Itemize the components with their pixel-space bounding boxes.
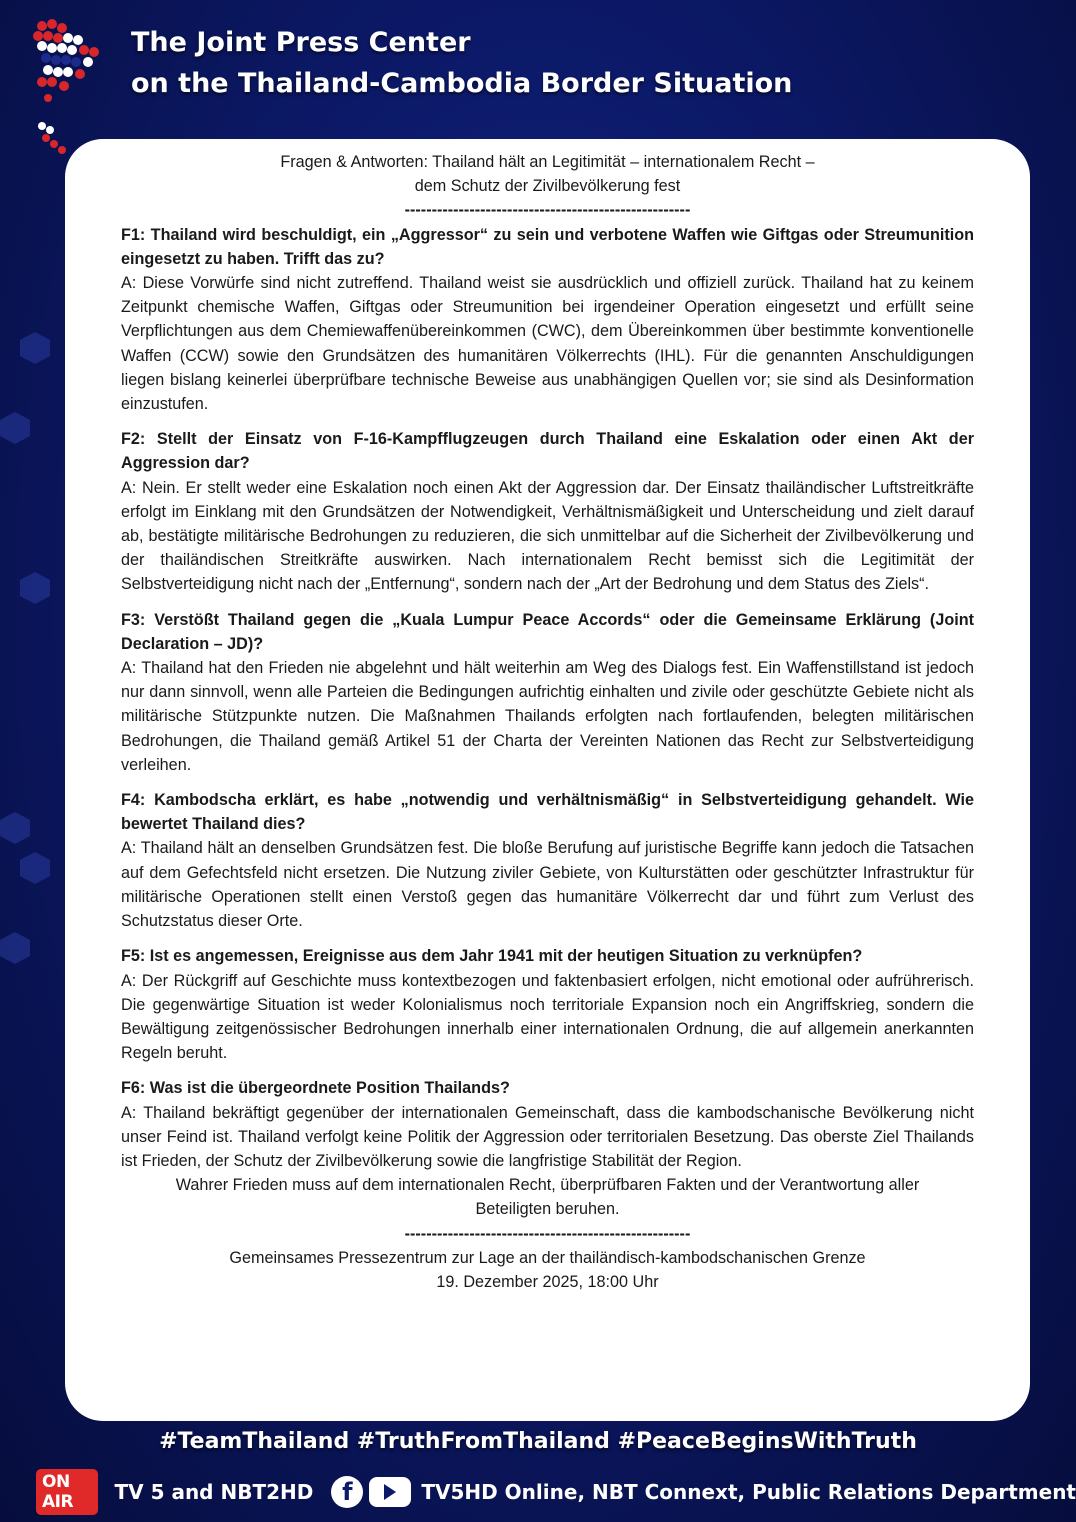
answer-3: A: Thailand hat den Frieden nie abgelehnt und hält weiterhin am Weg des Dialogs fest. Ein Waffenstillstand ist jedoch nur dann sinnvoll, wenn alle Parteien die Bedingungen aufrichtig einhalten und zivile oder geschützte Gebiete nicht als militärische Stützpunkte nutzen. Die Maßnahmen Thailands erfolgten nach fortlaufenden, belegten militärischen Bedrohungen, die Thailand gemäß Artikel 51 der Charta der Vereinten Nationen das Recht zur Selbstverteidigung verleihen. [121, 659, 974, 774]
social-icons [331, 1476, 411, 1508]
separator-bottom: ----------------------------------------------------- [404, 1224, 691, 1243]
footer-broadcast-bar [36, 1472, 1076, 1512]
tv-channels: TV 5 and NBT2HD [114, 1480, 314, 1504]
question-6: F6: Was ist die übergeordnete Position Thailands? [121, 1079, 510, 1098]
document-content [121, 148, 974, 1294]
qa-item-3 [121, 608, 974, 777]
answer-2: A: Nein. Er stellt weder eine Eskalation noch einen Akt der Aggression dar. Der Einsatz thailändischer Luftstreitkräfte erfolgt im Einklang mit den Grundsätzen der Notwendigkeit, Verhältnismäßigkeit und Unterscheidung und zielt darauf ab, bestätigte militärische Bedrohungen zu reduzieren, die sich unmittelbar auf die Sicherheit der Zivilbevölkerung und der thailändischen Streitkräfte auswirken. Nach internationalem Recht bemisst sich die Legitimität der Selbstverteidigung nicht nach der „Entfernung“, sondern nach der „Art der Bedrohung und dem Status des Ziels“. [121, 478, 974, 594]
document-date: 19. Dezember 2025, 18:00 Uhr [436, 1272, 659, 1291]
question-4: F4: Kambodscha erklärt, es habe „notwendig und verhältnismäßig“ in Selbstverteidigung gehandelt. Wie bewertet Thailand dies? [121, 791, 974, 834]
question-5: F5: Ist es angemessen, Ereignisse aus dem Jahr 1941 mit der heutigen Situation zu verknüpfen? [121, 947, 863, 966]
qa-item-4 [121, 788, 974, 933]
document-title-line2: dem Schutz der Zivilbevölkerung fest [414, 177, 681, 196]
separator-top: ----------------------------------------------------- [404, 201, 691, 220]
answer-1: A: Diese Vorwürfe sind nicht zutreffend. Thailand weist sie ausdrücklich und offiziell zurück. Thailand hat zu keinem Zeitpunkt chemische Waffen, Giftgas oder Streumunition bei irgendeiner Operation eingesetzt und erfüllt seine Verpflichtungen aus dem Chemiewaffenübereinkommen (CWC), dem Übereinkommen über bestimmte konventionelle Waffen (CCW) sowie den Grundsätzen des humanitären Völkerrechts (IHL). Für die genannten Anschuldigungen liegen bislang keinerlei überprüfbare technische Beweise aus unabhängigen Quellen vor; sie sind als Desinformation einzustufen. [121, 274, 974, 414]
question-3: F3: Verstößt Thailand gegen die „Kuala Lumpur Peace Accords“ oder die Gemeinsame Erklärung (Joint Declaration – JD)? [121, 610, 974, 653]
thailand-map-logo [28, 16, 103, 156]
hexagon-pattern-decoration [0, 300, 70, 1100]
youtube-icon [369, 1477, 411, 1507]
qa-item-2 [121, 427, 974, 596]
closing-statement: Wahrer Frieden muss auf dem internationalen Recht, überprüfbaren Fakten und der Verantwortung aller Beteiligten beruhen. [175, 1176, 920, 1219]
question-2: F2: Stellt der Einsatz von F-16-Kampfflugzeugen durch Thailand eine Eskalation oder einen Akt der Aggression dar? [121, 430, 974, 473]
qa-item-6 [121, 1076, 974, 1173]
facebook-icon: f [331, 1476, 363, 1508]
on-air-badge: ON AIR [36, 1469, 98, 1515]
answer-5: A: Der Rückgriff auf Geschichte muss kontextbezogen und faktenbasiert erfolgen, nicht emotional oder aufrührerisch. Die gegenwärtige Situation ist weder Kolonialismus noch territoriale Expansion noch ein Angriffskrieg, sondern die Bewältigung zeitgenössischer Bedrohungen innerhalb einer internationalen Ordnung, die auf allgemein anerkannten Regeln beruht. [121, 971, 974, 1063]
header-title-line2: on the Thailand-Cambodia Border Situation [131, 68, 793, 99]
header-title [131, 22, 792, 104]
online-channels: TV5HD Online, NBT Connext, Public Relations Department [421, 1480, 1076, 1504]
qa-item-1 [121, 223, 974, 417]
footer-hashtags: #TeamThailand #TruthFromThailand #PeaceBeginsWithTruth [159, 1429, 917, 1454]
qa-item-5 [121, 944, 974, 1065]
signature: Gemeinsames Pressezentrum zur Lage an der thailändisch-kambodschanischen Grenze [229, 1248, 866, 1267]
answer-6: A: Thailand bekräftigt gegenüber der internationalen Gemeinschaft, dass die kambodschanische Bevölkerung nicht unser Feind ist. Thailand verfolgt keine Politik der Aggression oder territorialen Besetzung. Das oberste Ziel Thailands ist Frieden, der Schutz der Zivilbevölkerung sowie die langfristige Stabilität der Region. [121, 1103, 974, 1170]
header-title-line1: The Joint Press Center [131, 27, 471, 58]
document-title-line1: Fragen & Antworten: Thailand hält an Legitimität – internationalem Recht – [280, 153, 815, 171]
question-1: F1: Thailand wird beschuldigt, ein „Aggressor“ zu sein und verbotene Waffen wie Giftgas oder Streumunition eingesetzt zu haben. Trifft das zu? [121, 225, 974, 268]
answer-4: A: Thailand hält an denselben Grundsätzen fest. Die bloße Berufung auf juristische Begriffe kann jedoch die Tatsachen auf dem Gefechtsfeld nicht ersetzen. Die Nutzung ziviler Gebiete, von Kulturstätten oder geschützter Infrastruktur für militärische Operationen stellt einen Verstoß gegen das humanitäre Völkerrecht dar und führt zum Verlust des Schutzstatus dieser Orte. [121, 839, 974, 931]
